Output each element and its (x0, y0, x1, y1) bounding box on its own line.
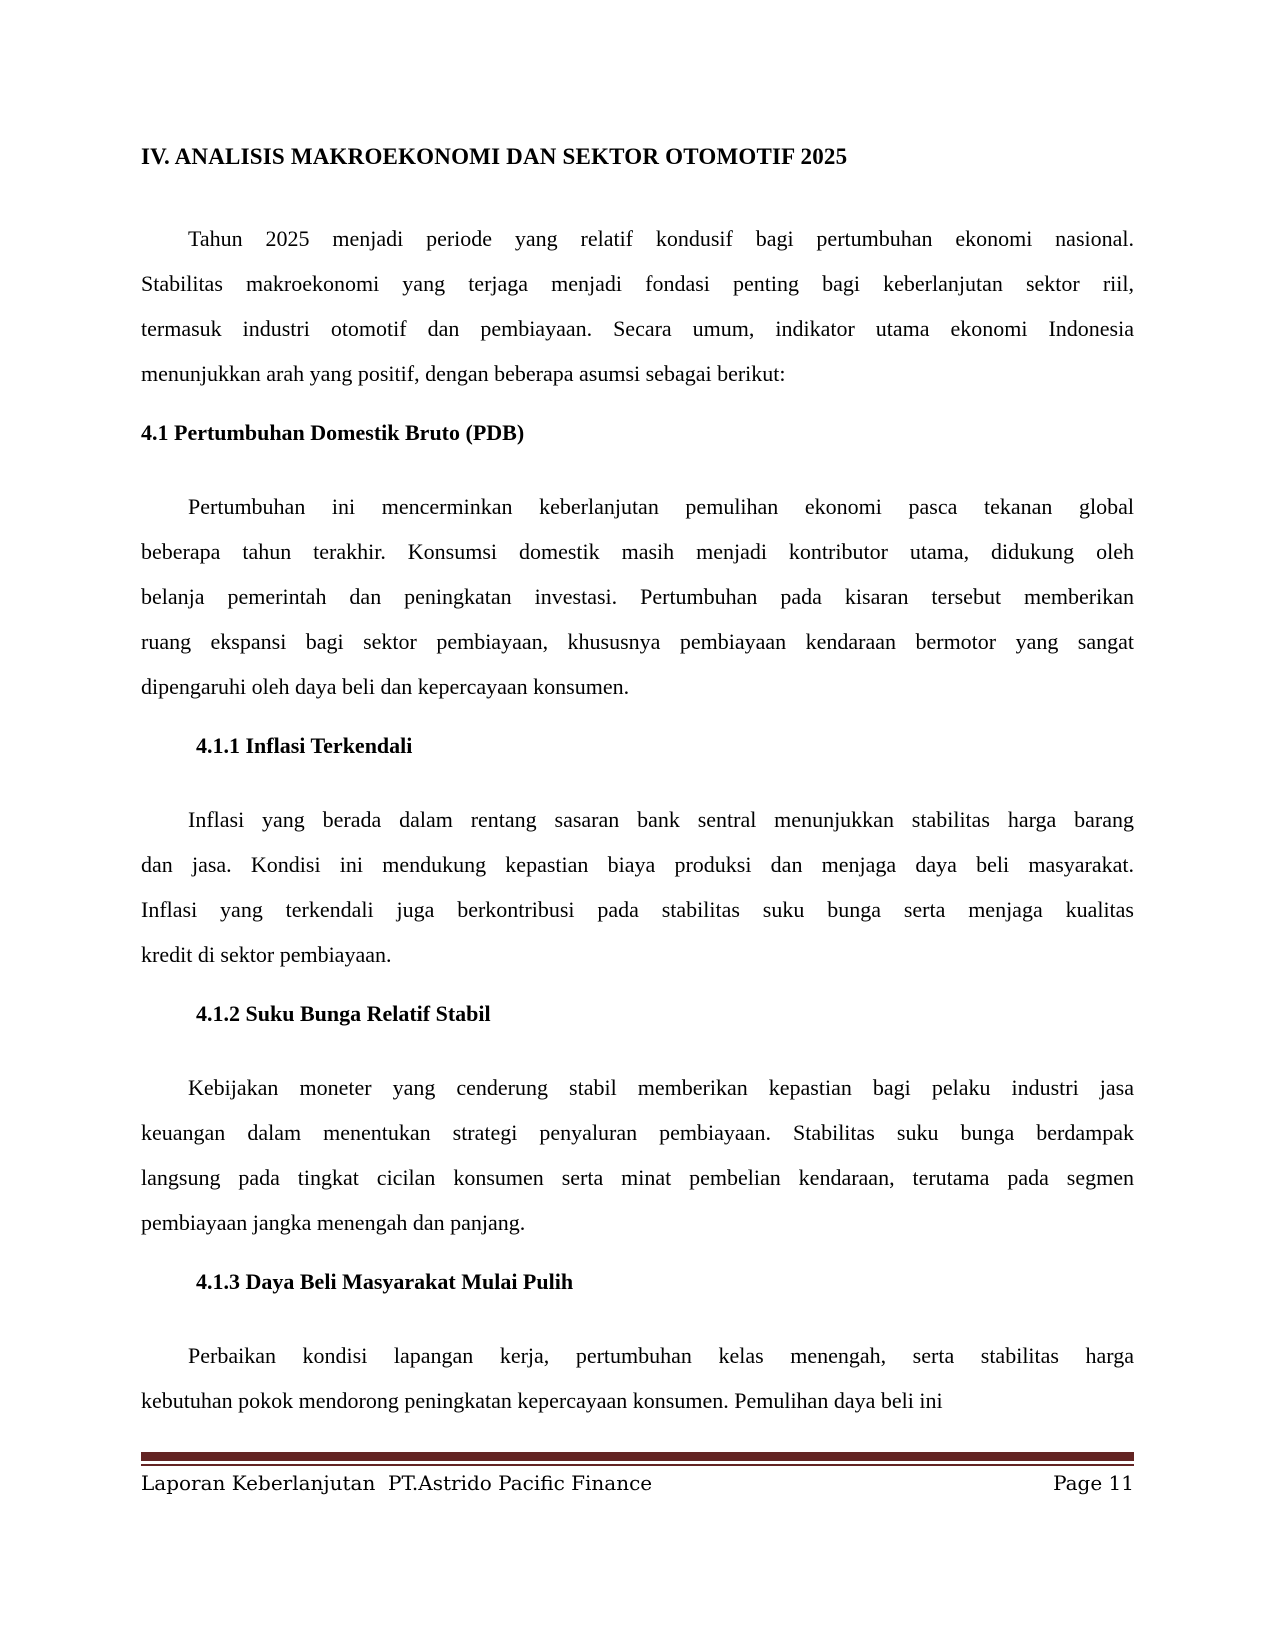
paragraph-line: Inflasi yang berada dalam rentang sasaran bank sentral menunjukkan stabilitas harga barang (188, 807, 1134, 832)
paragraph-line: keuangan dalam menentukan strategi penyaluran pembiayaan. Stabilitas suku bunga berdampak (141, 1120, 1134, 1145)
paragraph-line: langsung pada tingkat cicilan konsumen serta minat pembelian kendaraan, terutama pada segmen (141, 1165, 1134, 1190)
section-4-1-1-paragraph (141, 797, 1134, 977)
section-heading-4-1-3: 4.1.3 Daya Beli Masyarakat Mulai Pulih (196, 1269, 574, 1294)
footer-document-title: Laporan Keberlanjutan PT.Astrido Pacific Finance (141, 1471, 653, 1495)
paragraph-line: Tahun 2025 menjadi periode yang relatif kondusif bagi pertumbuhan ekonomi nasional. (188, 226, 1134, 251)
paragraph-line: beberapa tahun terakhir. Konsumsi domestik masih menjadi kontributor utama, didukung oleh (141, 539, 1134, 564)
section-4-1-2-paragraph (141, 1065, 1134, 1245)
paragraph-line: Kebijakan moneter yang cenderung stabil memberikan kepastian bagi pelaku industri jasa (188, 1075, 1134, 1100)
footer-row (141, 1470, 1134, 1496)
paragraph-line: kredit di sektor pembiayaan. (141, 942, 392, 967)
footer-rule (141, 1452, 1134, 1466)
paragraph-line: belanja pemerintah dan peningkatan investasi. Pertumbuhan pada kisaran tersebut memberikan (141, 584, 1134, 609)
paragraph-line: kebutuhan pokok mendorong peningkatan kepercayaan konsumen. Pemulihan daya beli ini (141, 1388, 943, 1413)
paragraph-line: Pertumbuhan ini mencerminkan keberlanjutan pemulihan ekonomi pasca tekanan global (188, 494, 1134, 519)
section-4-1-3-paragraph (141, 1333, 1134, 1423)
paragraph-line: ruang ekspansi bagi sektor pembiayaan, khususnya pembiayaan kendaraan bermotor yang sangat (141, 629, 1134, 654)
chapter-title: IV. ANALISIS MAKROEKONOMI DAN SEKTOR OTOMOTIF 2025 (141, 144, 848, 169)
paragraph-line: Stabilitas makroekonomi yang terjaga menjadi fondasi penting bagi keberlanjutan sektor riil, (141, 271, 1134, 296)
paragraph-line: dan jasa. Kondisi ini mendukung kepastian biaya produksi dan menjaga daya beli masyarakat. (141, 852, 1134, 877)
section-heading-4-1-1: 4.1.1 Inflasi Terkendali (196, 733, 413, 758)
paragraph-line: pembiayaan jangka menengah dan panjang. (141, 1210, 526, 1235)
section-4-1-paragraph (141, 484, 1134, 709)
paragraph-line: Inflasi yang terkendali juga berkontribusi pada stabilitas suku bunga serta menjaga kualitas (141, 897, 1134, 922)
section-heading-4-1: 4.1 Pertumbuhan Domestik Bruto (PDB) (141, 420, 525, 445)
paragraph-line: Perbaikan kondisi lapangan kerja, pertumbuhan kelas menengah, serta stabilitas harga (188, 1343, 1134, 1368)
paragraph-line: menunjukkan arah yang positif, dengan beberapa asumsi sebagai berikut: (141, 361, 786, 386)
page-footer (141, 1452, 1134, 1496)
paragraph-line: termasuk industri otomotif dan pembiayaan. Secara umum, indikator utama ekonomi Indonesia (141, 316, 1134, 341)
page-number: Page 11 (1053, 1471, 1134, 1495)
intro-paragraph (141, 216, 1134, 396)
section-heading-4-1-2: 4.1.2 Suku Bunga Relatif Stabil (196, 1001, 491, 1026)
paragraph-line: dipengaruhi oleh daya beli dan kepercayaan konsumen. (141, 674, 630, 699)
